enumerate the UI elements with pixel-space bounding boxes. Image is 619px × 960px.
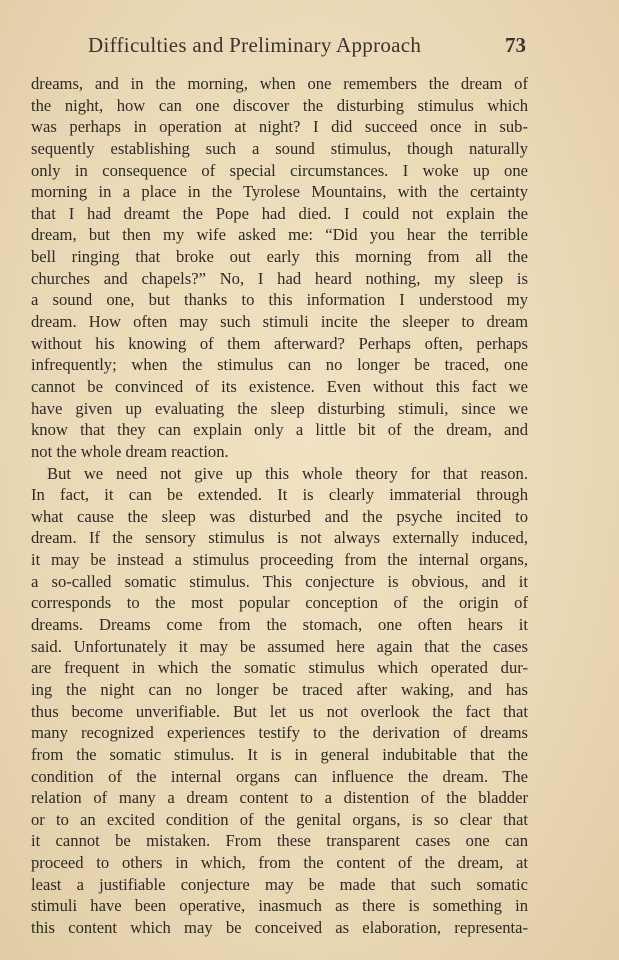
text-line: least a justifiable conjecture may be made that such somatic [31, 874, 528, 894]
text-line: dream. If the sensory stimulus is not always externally induced, [31, 528, 528, 548]
text-line: sequently establishing such a sound stimulus, though naturally [31, 138, 528, 158]
text-line: what cause the sleep was disturbed and the psyche incited to [31, 506, 528, 526]
text-line: dream, but then my wife asked me: “Did you hear the terrible [31, 225, 528, 245]
text-line: stimuli have been operative, inasmuch as there is something in [31, 896, 528, 916]
text-line: churches and chapels?” No, I had heard nothing, my sleep is [31, 268, 528, 288]
text-line: said. Unfortunately it may be assumed here again that the cases [31, 636, 528, 656]
text-line: dreams, and in the morning, when one remembers the dream of [31, 74, 528, 93]
text-line: have given up evaluating the sleep disturbing stimuli, since we [31, 398, 528, 418]
text-line: thus become unverifiable. But let us not overlook the fact that [31, 701, 528, 721]
text-line: many recognized experiences testify to the derivation of dreams [31, 723, 528, 743]
text-line: condition of the internal organs can influence the dream. The [31, 766, 528, 786]
body-text [31, 73, 528, 939]
text-line: a sound one, but thanks to this information I understood my [31, 290, 528, 310]
text-line: dreams. Dreams come from the stomach, one often hears it [31, 615, 528, 635]
text-line: morning in a place in the Tyrolese Mountains, with the certainty [31, 182, 528, 202]
text-line: dream. How often may such stimuli incite the sleeper to dream [31, 312, 528, 332]
text-line: not the whole dream reaction. [31, 441, 229, 461]
text-line: from the somatic stimulus. It is in general indubitable that the [31, 744, 528, 764]
text-line: In fact, it can be extended. It is clearly immaterial through [31, 485, 528, 505]
text-line: infrequently; when the stimulus can no longer be traced, one [31, 355, 528, 375]
page-number: 73 [505, 33, 526, 57]
running-head-title: Difficulties and Preliminary Approach [88, 33, 422, 57]
text-line: or to an excited condition of the genital organs, is so clear that [31, 809, 528, 829]
text-line: this content which may be conceived as elaboration, representa- [31, 917, 528, 937]
text-line: cannot be convinced of its existence. Even without this fact we [31, 376, 528, 396]
text-line: without his knowing of them afterward? Perhaps often, perhaps [31, 333, 528, 353]
text-line: relation of many a dream content to a distention of the bladder [31, 788, 528, 808]
text-line: ing the night can no longer be traced after waking, and has [31, 679, 528, 699]
text-line: the night, how can one discover the disturbing stimulus which [31, 95, 528, 115]
text-line: only in consequence of special circumstances. I woke up one [31, 160, 528, 180]
text-line: are frequent in which the somatic stimulus which operated dur- [31, 658, 528, 678]
text-line: know that they can explain only a little bit of the dream, and [31, 420, 528, 440]
text-line: But we need not give up this whole theory for that reason. [47, 463, 528, 483]
text-line: bell ringing that broke out early this morning from all the [31, 247, 528, 267]
text-line: was perhaps in operation at night? I did succeed once in sub- [31, 117, 528, 137]
text-line: corresponds to the most popular conception of the origin of [31, 593, 528, 613]
text-line: a so-called somatic stimulus. This conjecture is obvious, and it [31, 571, 528, 591]
text-line: it may be instead a stimulus proceeding from the internal organs, [31, 550, 528, 570]
text-line: that I had dreamt the Pope had died. I could not explain the [31, 203, 528, 223]
running-head [0, 33, 619, 63]
text-line: proceed to others in which, from the content of the dream, at [31, 853, 528, 873]
text-line: it cannot be mistaken. From these transparent cases one can [31, 831, 528, 851]
